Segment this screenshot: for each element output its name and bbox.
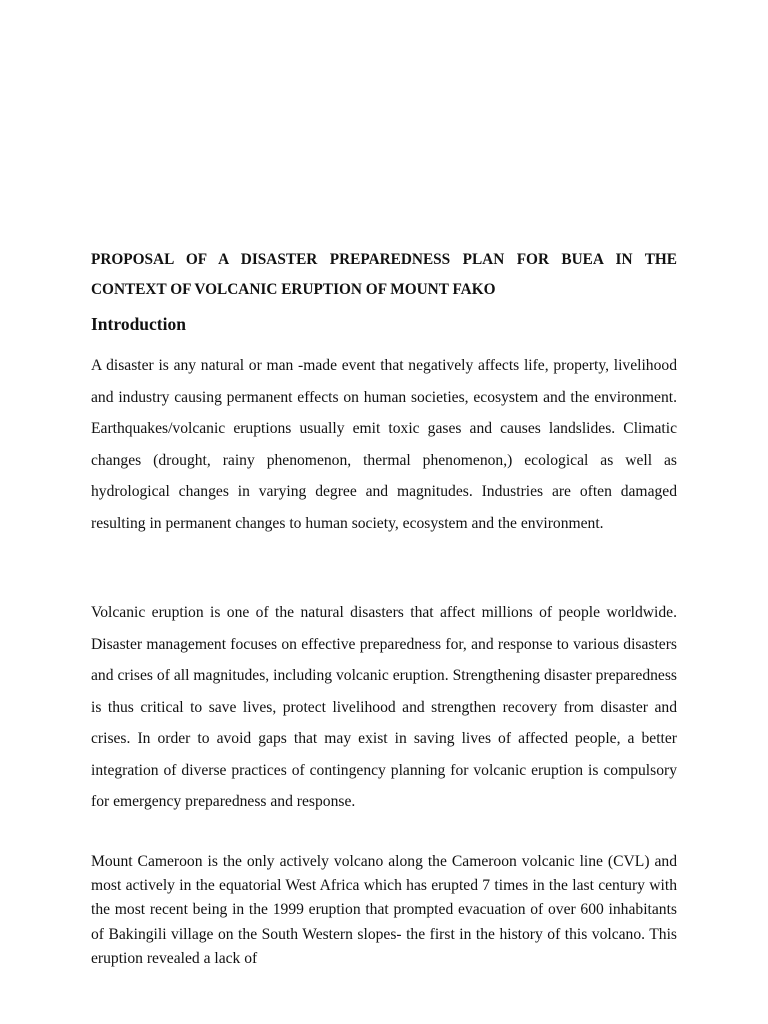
paragraph: Mount Cameroon is the only actively volcano along the Cameroon volcanic line (CVL) and most actively in the equatorial West Africa which has erupted 7 times in the last century with the most recent being in the 1999 eruption that prompted evacuation of over 600 inhabitants of Bakingili village on the South Western slopes- the first in the history of this volcano. This eruption revealed a lack of	[91, 853, 677, 967]
section-heading: Introduction	[91, 314, 186, 334]
document-title: PROPOSAL OF A DISASTER PREPAREDNESS PLAN FOR BUEA IN THE CONTEXT OF VOLCANIC ERUPTION OF MOUNT FAKO	[91, 251, 677, 298]
paragraph: Volcanic eruption is one of the natural disasters that affect millions of people worldwide. Disaster management focuses on effective preparedness for, and response to various disasters and crises of all magnitudes, including volcanic eruption. Strengthening disaster preparedness is thus critical to save lives, protect livelihood and strengthen recovery from disaster and crises. In order to avoid gaps that may exist in saving lives of affected people, a better integration of diverse practices of contingency planning for volcanic eruption is compulsory for emergency preparedness and response.	[91, 604, 677, 810]
paragraph: A disaster is any natural or man -made event that negatively affects life, property, livelihood and industry causing permanent effects on human societies, ecosystem and the environment. Earthquakes/volcanic eruptions usually emit toxic gases and causes landslides. Climatic changes (drought, rainy phenomenon, thermal phenomenon,) ecological as well as hydrological changes in varying degree and magnitudes. Industries are often damaged resulting in permanent changes to human society, ecosystem and the environment.	[91, 357, 677, 532]
